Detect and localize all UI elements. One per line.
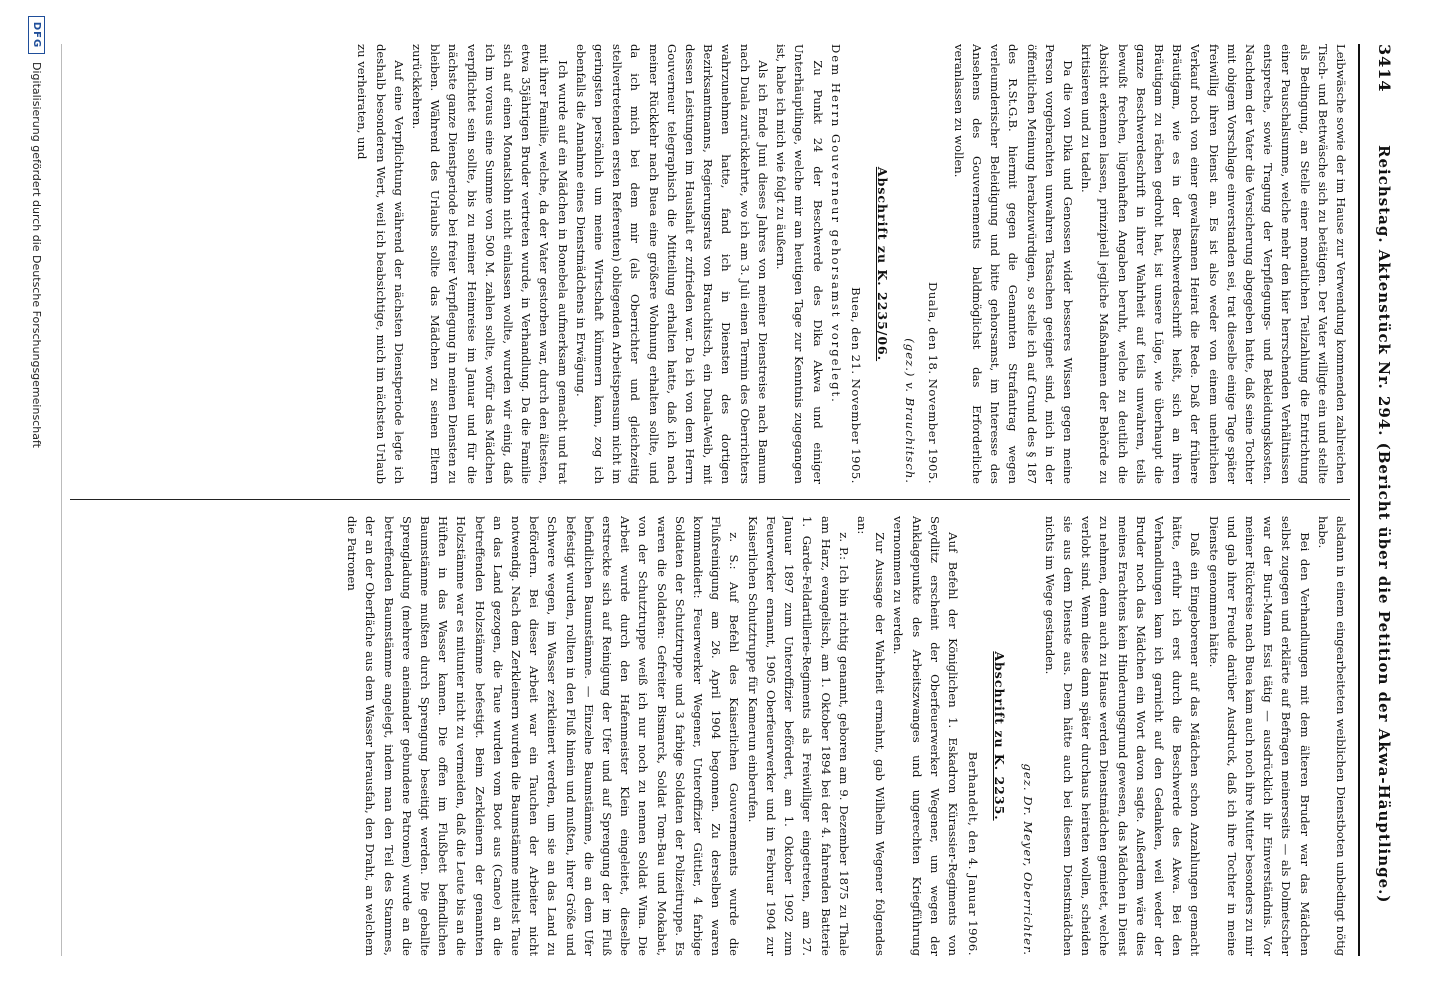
place-date: Buea, den 21. November 1905. bbox=[848, 287, 863, 484]
dfg-logo-icon: DFG bbox=[29, 16, 46, 54]
paragraph: Da die von Dika und Genossen wider besseres Wissen gegen meine Person vorgebrachten unwahren Tatsachen geeignet sind, mich in der öffentlichen Meinung herabzuwürdigen, so stelle ich auf Grund des § 187 des R.St.G.B. hiermit gegen die Genannten Strafantrag wegen verleumderischer Beleidigung und bitte gehorsamst, im Interesse des Ansehens des Gouvernements baldmöglichst das Erforderliche veranlassen zu wollen. bbox=[951, 44, 1075, 484]
right-column bbox=[70, 516, 1350, 956]
addressee-line: Dem Herrn Gouverneur gehorsamst vorgelegt. bbox=[828, 44, 843, 404]
running-title: Reichstag. Aktenstück Nr. 294. (Bericht über die Petition der Akwa-Häuptlinge.) bbox=[1375, 145, 1393, 904]
paragraph: Bei den Verhandlungen mit dem älteren Bruder war das Mädchen selbst zugegen und erklärte auf Befragen meinerseits — als Dolmetscher war der Buri-Mann Essi tätig — ausdrücklich ihr Einverständnis. Vor meiner Rückreise nach Buea kam auch noch ihre Mutter besonders zu mir und gab ihrer Freude darüber Ausdruck, daß ich ihre Tochter in meine Dienste genommen hätte. bbox=[1206, 516, 1312, 956]
paragraph: Ich wurde auf ein Mädchen in Bonebela aufmerksam gemacht und trat mit ihrer Familie, welche, da der Vater gestorben war, durch den ältesten, etwa 35jährigen Bruder vertreten wurde, in Verhandlung. Da die Familie sich auf einen Monatslohn nicht einlassen wollte, wurden wir einig, daß ich im voraus eine Summe von 500 M. zahlen sollte, wofür das Mädchen verpflichtet sein sollte, bis zu meiner Heimreise im Januar und für die nächste ganze Dienstperiode bei freier Verpflegung in meinen Diensten zu bleiben. Während des Urlaubs sollte das Mädchen zu seinen Eltern zurückkehren. bbox=[410, 44, 570, 484]
paragraph: Daß ein Eingeborener auf das Mädchen schon Anzahlungen gemacht hätte, erfuhr ich erst durch die Beschwerde des Akwa. Bei den Verhandlungen kam ich garnicht auf den Gedanken, weil weder der Bruder noch das Mädchen ein Wort davon sagte. Außerdem wäre dies meines Erachtens kein Hinderungsgrund gewesen, das Mädchen in Dienst zu nehmen, denn auch zu Hause werden Dienstmädchen gemietet, welche verlobt sind. Wenn diese dann später durchaus heiraten wollen, scheiden sie aus dem Dienste aus. Dem hätte auch bei diesem Dienstmädchen nichts im Wege gestanden. bbox=[1042, 516, 1203, 956]
paragraph: Auf eine Verpflichtung während der nächsten Dienstperiode legte ich deshalb besonderen Wert, weil ich beabsichtige, mich im nächsten Urlaub zu verheiraten, und bbox=[355, 44, 406, 484]
signature: gez. Dr. Meyer, Oberrichter. bbox=[1020, 763, 1035, 956]
paragraph: z. S.: Auf Befehl des Kaiserlichen Gouvernements wurde die Flußreinigung am 26. April 1904 begonnen. Zu derselben waren kommandiert: Feuerwerker Wegener, Unteroffizier Güttler, 4 farbige Soldaten der Schutztruppe und 3 farbige Soldaten der Polizeitruppe. Es waren die Soldaten: Gefreiter Bismarck, Soldat Tom-Bau und Mokabat, von der Schutztruppe weiß ich nur noch zu nennen Soldat Wina. Die Arbeit wurde durch den Hafenmeister Klein eingeleitet, dieselbe erstreckte sich auf Reinigung der Ufer und auf Sprengung der im Fluß befindlichen Baumstämme. — Einzelne Baumstämme, die an dem Ufer befestigt wurden, rollten in den Fluß hinein und mußten, ihrer Größe und Schwere wegen, im Wasser zerkleinert werden, um sie an das Land zu befördern. Bei dieser Arbeit war ein Tauchen der Arbeiter nicht notwendig. Nach dem Zerkleinern wurden die Baumstämme mittelst Taue an das Land gezogen, die Taue wurden vom Boot aus (Canoe) an die betreffenden Holzstämme befestigt. Beim Zerkleinern der genannten Holzstämme war es mitunter nicht zu vermeiden, daß die Leute bis an die Hüften in das Wasser kamen. Die offen im Flußbett befindlichen Baumstämme mußten durch Sprengung beseitigt werden. Die geballte Sprengladung (mehrere aneinander gebundene Patronen) wurde an die betreffenden Baumstämme angelegt, indem man den Teil des Stammes, der an der Oberfläche aus dem Wasser herausfah, den Draht, an welchem die Patronen bbox=[345, 516, 742, 956]
place-date: Berhandelt, den 4. Januar 1906. bbox=[966, 751, 981, 956]
credit-text: Digitalisierung gefördert durch die Deutsche Forschungsgemeinschaft bbox=[30, 62, 44, 448]
paragraph: Als ich Ende Juni dieses Jahres von meiner Dienstreise nach Bamum nach Duala zurückkehrte, wo ich am 3. Juli einen Termin des Oberrichters wahrzunehmen hatte, fand ich in Diensten des dortigen Bezirksamtmanns, Regierungsrats von Brauchitsch, ein Duala-Weib, mit dessen Leistungen im Haushalt er zufrieden war. Da ich von dem Herrn Gouverneur telegraphisch die Mitteilung erhalten hatte, daß ich nach meiner Rückkehr nach Buea eine größere Wohnung erhalten sollte, und da ich mich bei dem mir (als Oberrichter und gleichzeitig stellvertretenden ersten Referenten) obliegenden Arbeitspensum nicht im geringsten persönlich um meine Wirtschaft kümmern kann, zog ich ebenfalls die Annahme eines Dienstmädchens in Erwägung. bbox=[573, 44, 770, 484]
paragraph: z. P.: Ich bin richtig genannt, geboren am 9. Dezember 1875 zu Thale am Harz, evangelisch, am 1. Oktober 1894 bei der 4. fahrenden Batterie 1. Garde-Feldartillerie-Regiments als Freiwilliger eingetreten, am 27. Januar 1897 zum Unteroffizier befördert, am 1. Oktober 1902 zum Feuerwerker ernannt, 1905 Oberfeuerwerker und im Februar 1904 zur Kaiserlichen Schutztruppe für Kamerun einberufen. bbox=[745, 516, 851, 956]
paragraph: alsdann in einem eingearbeiteten weiblichen Dienstboten unbedingt nötig habe. bbox=[1315, 516, 1348, 956]
footer-divider bbox=[61, 44, 62, 956]
section-heading: Abschrift zu K. 2235. bbox=[992, 651, 1008, 821]
paragraph: Auf Befehl der Königlichen 1. Eskadron Kürassier-Regiments von Seydlitz erscheint der Oberfeuerwerker Wegener, um wegen der Anklagepunkte des Arbeitszwanges und ungerechten Kriegführung vernommen zu werden. bbox=[891, 516, 960, 956]
page-header bbox=[1358, 44, 1394, 956]
paragraph: Zu Punkt 24 der Beschwerde des Dika Akwa und einiger Unterhäuptlinge, welche mir am heutigen Tage zur Kenntnis zugegangen ist, habe ich mich wie folgt zu äußern. bbox=[774, 44, 825, 484]
paragraph: Zur Aussage der Wahrheit ermahnt, gab Wilhelm Wegener folgendes an: bbox=[854, 516, 888, 956]
paragraph: Leibwäsche sowie der im Hause zur Verwendung kommenden zahlreichen Tisch- und Bettwäsche sich zu betätigen. Der Vater willigte ein und stellte als Bedingung, an Stelle einer monatlichen Teilzahlung die Entrichtung einer Pauschalsumme, welche mehr den hier herrschenden Verhältnissen entspreche, sowie Tragung der Verpflegungs- und Bekleidungskosten. Nachdem der Vater die Versicherung abgegeben hatte, daß seine Tochter mit obigem Vorschlage einverstanden sei, trat dieselbe einige Tage später freiwillig ihren Dienst an. Es ist also weder von einem unehrlichen Verkauf noch von einer gewaltsamen Heirat die Rede. Daß der frühere Bräutigam, wie es in der Beschwerdeschrift heißt, sich an ihren Bräutigam zu rächen gedroht hat, ist unsere Lüge, wie überhaupt die ganze Beschwerdeschrift in ihrer Wahrheit auf teils unwahren, teils bewußt frechen, lügenhaften Angaben beruht, welche zu deutlich die Absicht erkennen lassen, prinzipiell jegliche Maßnahmen der Behörde zu kritisieren und zu tadeln. bbox=[1079, 44, 1348, 484]
left-column bbox=[70, 44, 1350, 484]
place-date: Duala, den 18. November 1905. bbox=[925, 282, 940, 484]
column-divider bbox=[70, 499, 1350, 500]
section-heading: Abschrift zu K. 2235/06. bbox=[875, 166, 891, 362]
page-number: 3414 bbox=[1375, 44, 1394, 93]
digitization-credit bbox=[26, 16, 48, 976]
signature: (gez.) v. Brauchitsch. bbox=[903, 338, 918, 484]
